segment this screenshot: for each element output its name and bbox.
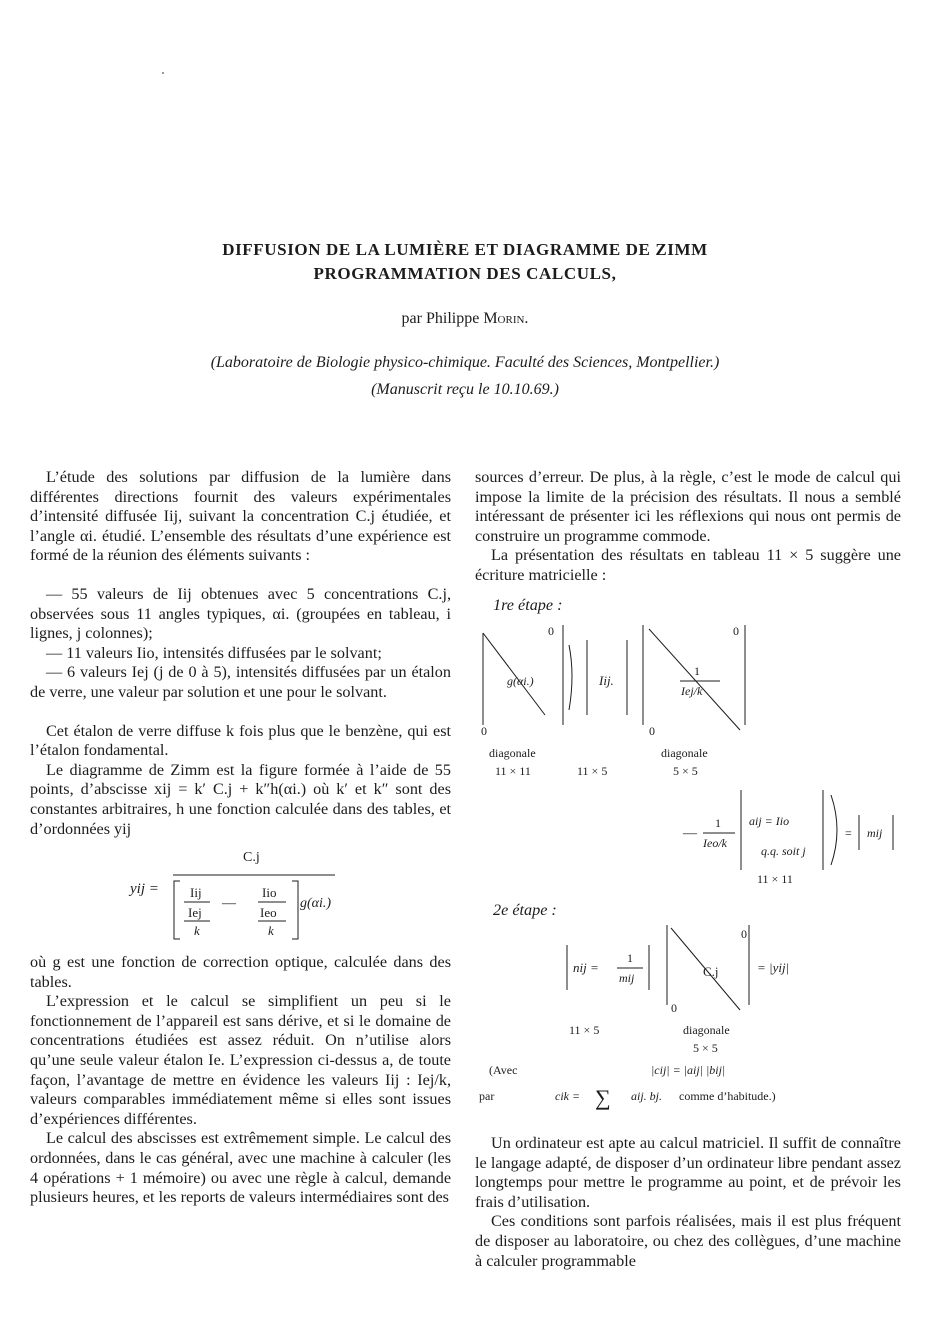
- paragraph: — 11 valeurs Iio, intensités diffusées par le solvant;: [46, 643, 382, 662]
- zimm-ordinate-formula: [30, 847, 451, 947]
- right-column: [475, 468, 901, 1271]
- paragraph: Un ordinateur est apte au calcul matriciel. Il suffit de connaître le langage adapté, de disposer d’un ordinateur libre pendant assez longtemps pour mettre le programme au point, et de prévoir les frais d’utilisation.: [475, 1133, 901, 1211]
- zero-entry: 0: [741, 927, 747, 942]
- article-title-line-1: DIFFUSION DE LA LUMIÈRE ET DIAGRAMME DE ZIMM: [222, 240, 708, 259]
- zero-entry: 0: [733, 624, 739, 639]
- mij-den: mij: [619, 971, 635, 986]
- diag-label: diagonale: [489, 746, 536, 761]
- sigma: ∑: [595, 1085, 611, 1111]
- step-1-heading: 1re étape :: [493, 595, 563, 614]
- matrix-figure-1: [475, 615, 901, 891]
- dim-label: 5 × 5: [693, 1041, 718, 1056]
- one: 1: [694, 664, 700, 679]
- zero-entry: 0: [649, 724, 655, 739]
- paragraph: Cet étalon de verre diffuse k fois plus que le benzène, qui est l’étalon fondamental.: [30, 721, 451, 760]
- speck: [162, 72, 164, 74]
- step-2-heading: 2e étape :: [493, 900, 557, 919]
- author-prefix: par Philippe: [401, 310, 484, 327]
- received-date: (Manuscrit reçu le 10.10.69.): [371, 381, 559, 398]
- comme-label: comme d’habitude.): [679, 1089, 776, 1104]
- left-column: [30, 468, 451, 1208]
- par-label: par: [479, 1089, 495, 1104]
- b-den-bot: k: [268, 923, 274, 939]
- sum-term: aij. bj.: [631, 1089, 663, 1104]
- paragraph: sources d’erreur. De plus, à la règle, c’est le mode de calcul qui impose la limite de la précision des résultats. Il nous a semblé intéressant de présenter ici les réflexions qui nous ont permis de construire un programme commode.: [475, 468, 901, 545]
- dim-label: 5 × 5: [673, 764, 698, 779]
- dim-label: 11 × 11: [757, 872, 793, 886]
- article-title-line-2: PROGRAMMATION DES CALCULS,: [313, 264, 617, 283]
- paren: [569, 645, 572, 710]
- zero-entry: 0: [671, 1001, 677, 1016]
- matrix-svg-2: [475, 920, 901, 1110]
- left-bracket: [174, 881, 180, 939]
- author-name: Morin.: [483, 310, 529, 327]
- zero-entry: 0: [481, 724, 487, 739]
- minus-sign: —: [222, 896, 236, 912]
- right-bracket: [292, 881, 298, 939]
- matrix-figure-2: [475, 920, 901, 1116]
- paragraph: — 55 valeurs de Iij obtenues avec 5 concentrations C.j, observées sous 11 angles typiques, αi. (groupées en tableau, i lignes, j colonnes);: [30, 584, 451, 643]
- affiliation: (Laboratoire de Biologie physico-chimique. Faculté des Sciences, Montpellier.): [210, 354, 720, 371]
- paragraph: — 6 valeurs Iej (j de 0 à 5), intensités diffusées par un étalon de verre, une valeur par solution et une pour le solvant.: [30, 663, 451, 701]
- dim-label: 11 × 5: [577, 764, 608, 779]
- zero-entry: 0: [548, 624, 554, 639]
- minus: —: [683, 826, 697, 842]
- g-function: g(αi.): [300, 896, 332, 912]
- paragraph: L’étude des solutions par diffusion de la lumière dans différentes directions fournit des valeurs expérimentales d’intensité diffusée Iij, suivant la concentration C.j étudiée, et l’angle αi. étudié. L’ensemble des résultats d’une expérience est formé de la réunion des éléments suivants :: [30, 468, 451, 565]
- one: 1: [627, 951, 633, 966]
- avec-label: (Avec: [489, 1063, 518, 1078]
- formula-lhs: yij =: [130, 881, 159, 898]
- diag-label: diagonale: [661, 746, 708, 761]
- I-entry: Iij.: [599, 673, 614, 689]
- paragraph: Ces conditions sont parfois réalisées, mais il est plus fréquent de disposer au laboratoire, ou chez des collègues, d’une machine à calculer programmable: [475, 1212, 901, 1270]
- equals: =: [845, 826, 852, 841]
- Ieo-over-k: Ieo/k: [703, 836, 727, 851]
- aij-eq: aij = Iio: [749, 814, 790, 829]
- paragraph: La présentation des résultats en tableau 11 × 5 suggère une écriture matricielle :: [475, 546, 901, 584]
- formula-numerator: C.j: [243, 850, 260, 866]
- diag-line: [649, 629, 740, 730]
- paragraph: où g est une fonction de correction optique, calculée dans des tables.: [30, 953, 451, 991]
- g-entry: g(αi.): [507, 674, 534, 689]
- b-numerator: Iio: [262, 885, 277, 901]
- paragraph: Le diagramme de Zimm est la figure formée à l’aide de 55 points, d’abscisse xij = k′ C.j + k″h(αi.) où k′ et k″ sont des constantes arbitraires, h une fonction calculée dans des tables, et d’ordonnées yij: [30, 760, 451, 838]
- a-den-top: Iej: [188, 905, 202, 921]
- paren: [831, 795, 837, 865]
- Iej-over-k: Iej/k: [681, 684, 703, 699]
- formula-svg: [30, 847, 451, 947]
- a-numerator: Iij: [190, 885, 202, 901]
- author-line: [0, 310, 930, 328]
- cij-eq: |cij| = |aij| |bij|: [651, 1063, 726, 1078]
- paragraph: Le calcul des abscisses est extrêmement simple. Le calcul des ordonnées, dans le cas général, avec une machine à calculer (les 4 opérations + 1 mémoire) ou avec une règle à calcul, demande plusieurs heures, et les reports de valeurs intermédiaires sont des: [30, 1129, 451, 1207]
- Cj-entry: C.j: [703, 964, 719, 980]
- mij: mij: [867, 826, 883, 841]
- eq-yij: = |yij|: [757, 960, 790, 976]
- nij-eq: nij =: [573, 960, 599, 976]
- dim-label: 11 × 11: [495, 764, 531, 779]
- dim-label: 11 × 5: [569, 1023, 600, 1038]
- paragraph: L’expression et le calcul se simplifient un peu si le fonctionnement de l’appareil est sans dérive, et si le domaine de concentrations étudiées est assez réduit. On n’utilise alors qu’une seule valeur étalon Ie. L’expression ci-dessus a, de toute façon, l’avantage de mettre en évidence les valeurs Iij : Iej/k, valeurs comparables immédiatement même si elles sont issues d’expériences différentes.: [30, 992, 451, 1128]
- qq-soit: q.q. soit j: [761, 844, 806, 859]
- cik-eq: cik =: [555, 1089, 581, 1104]
- matrix-svg-1: [475, 615, 901, 885]
- b-den-top: Ieo: [260, 905, 277, 921]
- diag-label: diagonale: [683, 1023, 730, 1038]
- a-den-bot: k: [194, 923, 200, 939]
- one: 1: [715, 816, 721, 831]
